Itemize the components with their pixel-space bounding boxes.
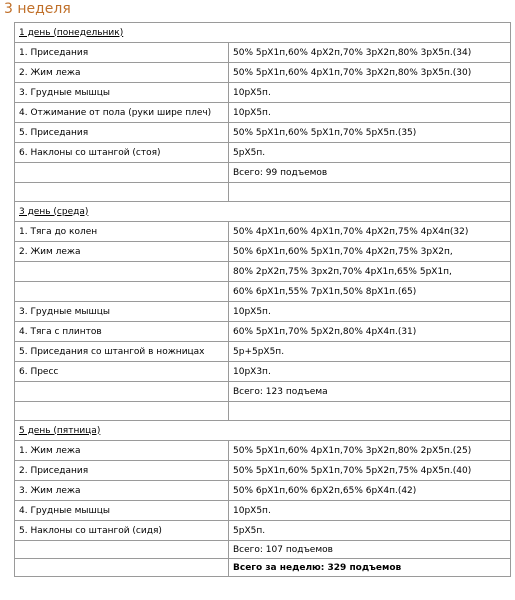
scheme-cell: 10pX5п. [229,103,511,123]
exercise-cell [15,282,229,302]
empty-cell [15,183,229,202]
scheme-cell: 10pX3п. [229,362,511,382]
scheme-cell: 5pX5п. [229,521,511,541]
exercise-cell: 5. Приседания [15,123,229,143]
exercise-cell: 4. Отжимание от пола (руки шире плеч) [15,103,229,123]
scheme-cell: 10pX5п. [229,83,511,103]
exercise-cell: 3. Грудные мышцы [15,302,229,322]
table-row [15,262,511,282]
scheme-cell: 5p+5pX5п. [229,342,511,362]
table-row [15,441,511,461]
table-row [15,282,511,302]
week-total: Всего за неделю: 329 подъемов [229,559,511,577]
day-total: Всего: 99 подъемов [229,163,511,183]
table-row [15,302,511,322]
spacer-row [15,402,511,421]
day-total-row [15,382,511,402]
exercise-cell: 5. Приседания со штангой в ножницах [15,342,229,362]
table-row [15,63,511,83]
exercise-cell: 1. Приседания [15,43,229,63]
scheme-cell: 80% 2pX2п,75% 3pх2п,70% 4pX1п,65% 5pX1п, [229,262,511,282]
week-total-row [15,559,511,577]
training-plan-table [14,22,511,577]
exercise-cell [15,541,229,559]
day-total: Всего: 107 подъемов [229,541,511,559]
scheme-cell: 10pX5п. [229,302,511,322]
empty-cell [15,559,229,577]
exercise-cell: 6. Наклоны со штангой (стоя) [15,143,229,163]
scheme-cell: 50% 6pX1п,60% 5pX1п,70% 4pX2п,75% 3pX2п, [229,242,511,262]
scheme-cell: 50% 5pX1п,60% 4pX1п,70% 3pX2п,80% 3pX5п.(30) [229,63,511,83]
table-row [15,461,511,481]
table-row [15,222,511,242]
week-title: 3 неделя [4,1,71,17]
table-row [15,103,511,123]
day-heading-row [15,23,511,43]
empty-cell [15,402,229,421]
scheme-cell: 50% 4pX1п,60% 4pX1п,70% 4pX2п,75% 4pX4п(32) [229,222,511,242]
table-row [15,342,511,362]
scheme-cell: 5pX5п. [229,143,511,163]
day-total-row [15,163,511,183]
exercise-cell: 1. Жим лежа [15,441,229,461]
exercise-cell: 4. Тяга с плинтов [15,322,229,342]
scheme-cell: 60% 6pX1п,55% 7pX1п,50% 8pX1п.(65) [229,282,511,302]
exercise-cell [15,382,229,402]
day-heading-row [15,421,511,441]
exercise-cell: 2. Жим лежа [15,242,229,262]
table-row [15,501,511,521]
scheme-cell: 50% 6pX1п,60% 6pX2п,65% 6pX4п.(42) [229,481,511,501]
scheme-cell: 50% 5pX1п,60% 5pX1п,70% 5pX2п,75% 4pX5п.(40) [229,461,511,481]
day-heading: 1 день (понедельник) [15,23,511,43]
table-row [15,322,511,342]
empty-cell [229,402,511,421]
scheme-cell: 60% 5pX1п,70% 5pX2п,80% 4pX4п.(31) [229,322,511,342]
exercise-cell: 5. Наклоны со штангой (сидя) [15,521,229,541]
table-row [15,521,511,541]
table-row [15,123,511,143]
exercise-cell: 1. Тяга до колен [15,222,229,242]
exercise-cell: 6. Пресс [15,362,229,382]
day-total-row [15,541,511,559]
table-row [15,143,511,163]
table-row [15,362,511,382]
table-row [15,481,511,501]
exercise-cell: 4. Грудные мышцы [15,501,229,521]
table-row [15,83,511,103]
scheme-cell: 50% 5pX1п,60% 5pX1п,70% 5pX5п.(35) [229,123,511,143]
exercise-cell [15,163,229,183]
day-heading-row [15,202,511,222]
day-heading: 3 день (среда) [15,202,511,222]
exercise-cell: 3. Жим лежа [15,481,229,501]
spacer-row [15,183,511,202]
table-row [15,242,511,262]
empty-cell [229,183,511,202]
table-row [15,43,511,63]
exercise-cell: 3. Грудные мышцы [15,83,229,103]
exercise-cell [15,262,229,282]
scheme-cell: 50% 5pX1п,60% 4pX1п,70% 3pX2п,80% 2pX5п.(25) [229,441,511,461]
day-total: Всего: 123 подъема [229,382,511,402]
exercise-cell: 2. Приседания [15,461,229,481]
scheme-cell: 50% 5pX1п,60% 4pX2п,70% 3pX2п,80% 3pX5п.(34) [229,43,511,63]
day-heading: 5 день (пятница) [15,421,511,441]
exercise-cell: 2. Жим лежа [15,63,229,83]
scheme-cell: 10pX5п. [229,501,511,521]
